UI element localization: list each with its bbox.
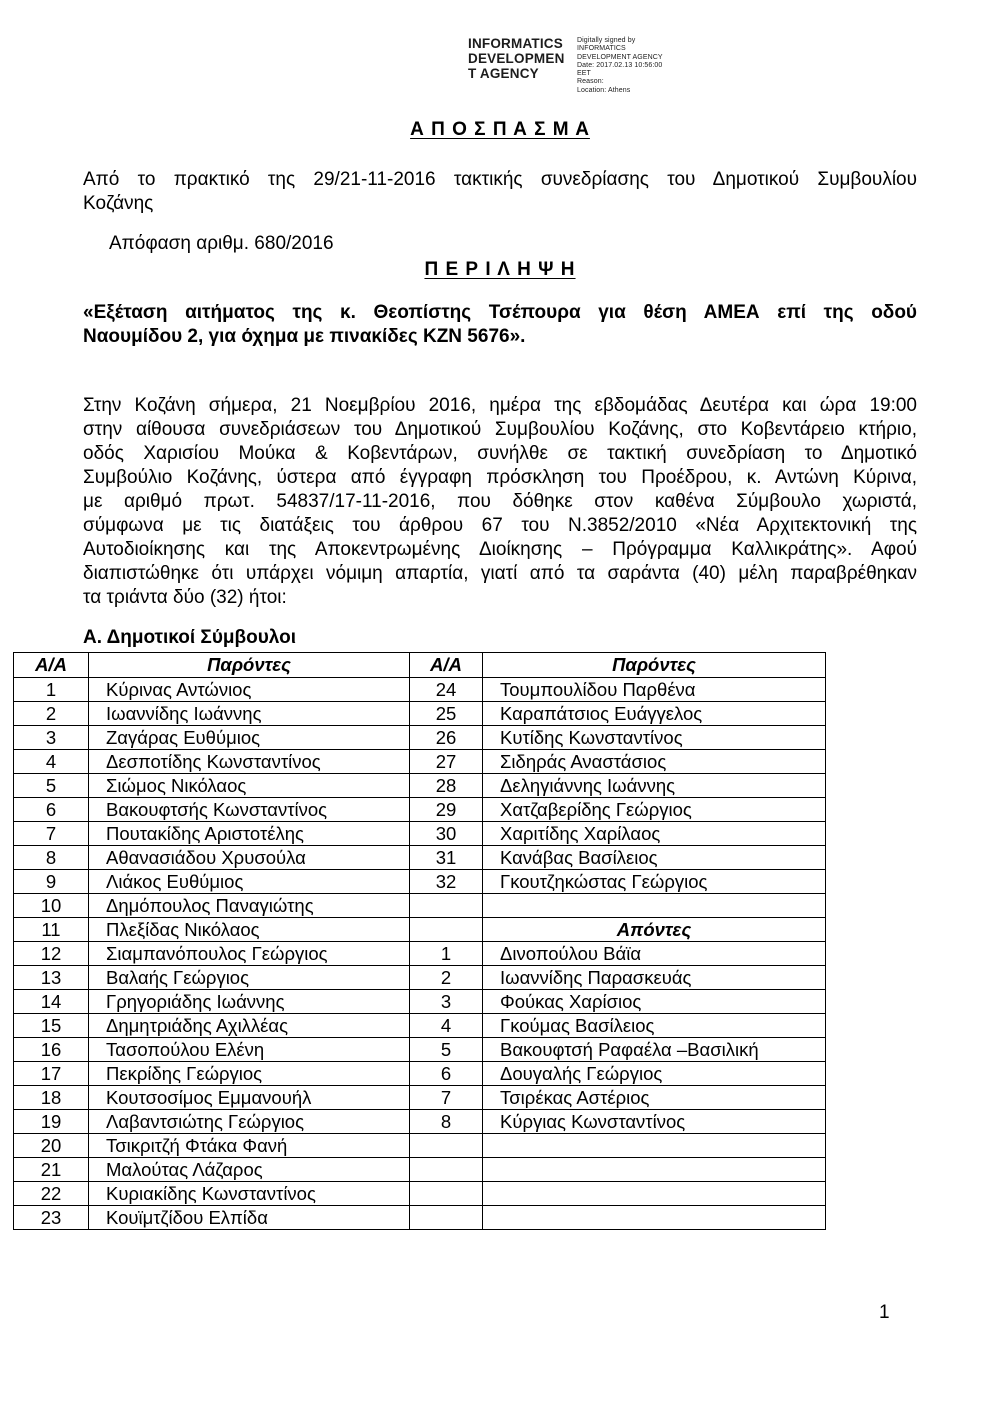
text-line: «Εξέταση αιτήματος της κ. Θεοπίστης Τσέπουρα για θέση ΑΜΕΑ επί της οδού xyxy=(83,302,917,323)
row-number-cell: 8 xyxy=(14,846,89,870)
table-row xyxy=(14,1158,826,1182)
member-name-cell: Δημητριάδης Αχιλλέας xyxy=(89,1014,410,1038)
row-number-cell: 3 xyxy=(14,726,89,750)
council-members-table xyxy=(13,652,826,1230)
table-row xyxy=(14,774,826,798)
row-number-cell: 15 xyxy=(14,1014,89,1038)
text-line: σύμφωνα με τις διατάξεις του άρθρου 67 του Ν.3852/2010 «Νέα Αρχιτεκτονική της xyxy=(83,515,917,536)
table-row xyxy=(14,750,826,774)
row-number-cell: 32 xyxy=(410,870,483,894)
text-line: Στην Κοζάνη σήμερα, 21 Νοεμβρίου 2016, ημέρα της εβδομάδας Δευτέρα και ώρα 19:00 xyxy=(83,395,917,416)
member-name-cell xyxy=(483,1158,826,1182)
table-row xyxy=(14,1086,826,1110)
text-line: Συμβούλιο Κοζάνης, ύστερα από έγγραφη πρόσκληση του Προέδρου, κ. Αντώνη Κύρινα, xyxy=(83,467,917,488)
row-number-cell xyxy=(410,1182,483,1206)
row-number-cell: 1 xyxy=(14,678,89,702)
table-row xyxy=(14,822,826,846)
row-number-cell: 3 xyxy=(410,990,483,1014)
table-row xyxy=(14,798,826,822)
row-number-cell: 4 xyxy=(410,1014,483,1038)
text-line: στην αίθουσα συνεδριάσεων του Δημοτικού Συμβουλίου Κοζάνης, στο Κοβεντάρειο κτήριο, xyxy=(83,419,917,440)
member-name-cell: Βακουφτσή Ραφαέλα –Βασιλική xyxy=(483,1038,826,1062)
absent-section-header-cell: Απόντες xyxy=(483,918,826,942)
row-number-cell: 18 xyxy=(14,1086,89,1110)
row-number-cell: 16 xyxy=(14,1038,89,1062)
text-line: Digitally signed by xyxy=(577,37,636,44)
text-line: με αριθμό πρωτ. 54837/17-11-2016, που δόθηκε στον καθένα Σύμβουλο χωριστά, xyxy=(83,491,917,512)
intro-paragraph xyxy=(83,168,917,216)
row-number-cell xyxy=(410,1134,483,1158)
text-line: Αυτοδιοίκησης και της Αποκεντρωμένης Διοίκησης – Πρόγραμμα Καλλικράτης». Αφού xyxy=(83,539,917,560)
member-name-cell: Πουτακίδης Αριστοτέλης xyxy=(89,822,410,846)
table-row xyxy=(14,678,826,702)
member-name-cell: Γκουτζηκώστας Γεώργιος xyxy=(483,870,826,894)
table-row xyxy=(14,894,826,918)
member-name-cell: Καραπάτσιος Ευάγγελος xyxy=(483,702,826,726)
text-line: T AGENCY xyxy=(468,66,539,81)
text-line: Location: Athens xyxy=(577,86,631,94)
member-name-cell: Τουμπουλίδου Παρθένα xyxy=(483,678,826,702)
text-line: Reason: xyxy=(577,78,604,86)
member-name-cell xyxy=(483,1134,826,1158)
row-number-cell: 24 xyxy=(410,678,483,702)
column-header-present-left: Παρόντες xyxy=(89,653,410,678)
row-number-cell: 28 xyxy=(410,774,483,798)
member-name-cell: Γκούμας Βασίλειος xyxy=(483,1014,826,1038)
member-name-cell: Μαλούτας Λάζαρος xyxy=(89,1158,410,1182)
table-row xyxy=(14,918,826,942)
row-number-cell: 10 xyxy=(14,894,89,918)
table-header-row xyxy=(14,653,826,678)
member-name-cell: Χατζαβερίδης Γεώργιος xyxy=(483,798,826,822)
member-name-cell: Κανάβας Βασίλειος xyxy=(483,846,826,870)
signature-agency-name xyxy=(468,36,568,95)
member-name-cell: Κουτσοσίμος Εμμανουήλ xyxy=(89,1086,410,1110)
row-number-cell: 13 xyxy=(14,966,89,990)
text-line: Από το πρακτικό της 29/21-11-2016 τακτικής συνεδρίασης του Δημοτικού Συμβουλίου xyxy=(83,169,917,190)
member-name-cell: Πλεξίδας Νικόλαος xyxy=(89,918,410,942)
member-name-cell: Δεσποτίδης Κωνσταντίνος xyxy=(89,750,410,774)
table-row xyxy=(14,846,826,870)
column-header-aa-left: Α/Α xyxy=(14,653,89,678)
member-name-cell xyxy=(483,894,826,918)
text-line: Κοζάνης xyxy=(83,193,154,214)
row-number-cell: 2 xyxy=(410,966,483,990)
row-number-cell: 7 xyxy=(410,1086,483,1110)
member-name-cell: Δεληγιάννης Ιωάννης xyxy=(483,774,826,798)
text-line: DEVELOPMEN xyxy=(468,51,565,66)
council-section-heading: Α. Δημοτικοί Σύμβουλοι xyxy=(83,627,296,648)
table-row xyxy=(14,942,826,966)
text-line: INFORMATICS xyxy=(468,36,563,51)
table-row xyxy=(14,1062,826,1086)
body-paragraph xyxy=(83,394,917,610)
row-number-cell: 6 xyxy=(410,1062,483,1086)
member-name-cell: Ιωαννίδης Ιωάννης xyxy=(89,702,410,726)
member-name-cell: Ιωαννίδης Παρασκευάς xyxy=(483,966,826,990)
member-name-cell: Δουγαλής Γεώργιος xyxy=(483,1062,826,1086)
member-name-cell: Βαλαής Γεώργιος xyxy=(89,966,410,990)
member-name-cell: Τασοπούλου Ελένη xyxy=(89,1038,410,1062)
text-line: EET xyxy=(577,70,591,78)
text-line: INFORMATICS xyxy=(577,45,626,53)
member-name-cell: Λιάκος Ευθύμιος xyxy=(89,870,410,894)
row-number-cell: 20 xyxy=(14,1134,89,1158)
table-row xyxy=(14,1110,826,1134)
signature-details xyxy=(577,36,663,95)
row-number-cell: 23 xyxy=(14,1206,89,1230)
member-name-cell: Ζαγάρας Ευθύμιος xyxy=(89,726,410,750)
table-row xyxy=(14,1014,826,1038)
text-line: οδός Χαρισίου Μούκα & Κοβεντάρων, συνήλθε σε τακτική συνεδρίαση το Δημοτικό xyxy=(83,443,917,464)
text-line: DEVELOPMENT AGENCY xyxy=(577,53,663,61)
member-name-cell: Δινοπούλου Βάϊα xyxy=(483,942,826,966)
member-name-cell: Τσιρέκας Αστέριος xyxy=(483,1086,826,1110)
member-name-cell: Γρηγοριάδης Ιωάννης xyxy=(89,990,410,1014)
table-row xyxy=(14,1134,826,1158)
table-row xyxy=(14,1182,826,1206)
row-number-cell: 7 xyxy=(14,822,89,846)
row-number-cell: 11 xyxy=(14,918,89,942)
text-line: τα τριάντα δύο (32) ήτοι: xyxy=(83,587,287,608)
row-number-cell: 6 xyxy=(14,798,89,822)
table-row xyxy=(14,990,826,1014)
member-name-cell: Φούκας Χαρίσιος xyxy=(483,990,826,1014)
member-name-cell xyxy=(483,1182,826,1206)
row-number-cell: 5 xyxy=(14,774,89,798)
row-number-cell: 17 xyxy=(14,1062,89,1086)
row-number-cell xyxy=(410,894,483,918)
row-number-cell: 25 xyxy=(410,702,483,726)
row-number-cell: 31 xyxy=(410,846,483,870)
row-number-cell xyxy=(410,1206,483,1230)
member-name-cell: Σιαμπανόπουλος Γεώργιος xyxy=(89,942,410,966)
table-row xyxy=(14,870,826,894)
member-name-cell xyxy=(483,1206,826,1230)
row-number-cell xyxy=(410,1158,483,1182)
table-row xyxy=(14,1038,826,1062)
member-name-cell: Σιώμος Νικόλαος xyxy=(89,774,410,798)
table-row xyxy=(14,966,826,990)
row-number-cell: 12 xyxy=(14,942,89,966)
summary-heading: Π Ε Ρ Ι Λ Η Ψ Η xyxy=(424,259,576,280)
member-name-cell: Αθανασιάδου Χρυσούλα xyxy=(89,846,410,870)
row-number-cell: 19 xyxy=(14,1110,89,1134)
member-name-cell: Κύρινας Αντώνιος xyxy=(89,678,410,702)
member-name-cell: Τσικριτζή Φτάκα Φανή xyxy=(89,1134,410,1158)
page-number: 1 xyxy=(879,1302,890,1323)
row-number-cell xyxy=(410,918,483,942)
digital-signature-stamp xyxy=(468,36,663,95)
row-number-cell: 29 xyxy=(410,798,483,822)
summary-paragraph xyxy=(83,301,917,349)
column-header-present-right: Παρόντες xyxy=(483,653,826,678)
text-line: Ναουμίδου 2, για όχημα με πινακίδες ΚΖΝ 5676». xyxy=(83,326,526,347)
row-number-cell: 30 xyxy=(410,822,483,846)
row-number-cell: 26 xyxy=(410,726,483,750)
row-number-cell: 22 xyxy=(14,1182,89,1206)
column-header-aa-right: Α/Α xyxy=(410,653,483,678)
document-title: Α Π Ο Σ Π Α Σ Μ Α xyxy=(410,119,590,140)
text-line: διαπιστώθηκε ότι υπάρχει νόμιμη απαρτία, γιατί από τα σαράντα (40) μέλη παραβρέθηκαν xyxy=(83,563,917,584)
member-name-cell: Κύργιας Κωνσταντίνος xyxy=(483,1110,826,1134)
member-name-cell: Βακουφτσής Κωνσταντίνος xyxy=(89,798,410,822)
row-number-cell: 9 xyxy=(14,870,89,894)
row-number-cell: 2 xyxy=(14,702,89,726)
table-row xyxy=(14,1206,826,1230)
row-number-cell: 27 xyxy=(410,750,483,774)
member-name-cell: Λαβαντσιώτης Γεώργιος xyxy=(89,1110,410,1134)
text-line: Date: 2017.02.13 10:56:00 xyxy=(577,61,663,69)
table-row xyxy=(14,702,826,726)
member-name-cell: Χαριτίδης Χαρίλαος xyxy=(483,822,826,846)
row-number-cell: 4 xyxy=(14,750,89,774)
row-number-cell: 21 xyxy=(14,1158,89,1182)
row-number-cell: 5 xyxy=(410,1038,483,1062)
member-name-cell: Κυτίδης Κωνσταντίνος xyxy=(483,726,826,750)
member-name-cell: Πεκρίδης Γεώργιος xyxy=(89,1062,410,1086)
row-number-cell: 1 xyxy=(410,942,483,966)
member-name-cell: Δημόπουλος Παναγιώτης xyxy=(89,894,410,918)
member-name-cell: Κουϊμτζίδου Ελπίδα xyxy=(89,1206,410,1230)
row-number-cell: 14 xyxy=(14,990,89,1014)
member-name-cell: Κυριακίδης Κωνσταντίνος xyxy=(89,1182,410,1206)
row-number-cell: 8 xyxy=(410,1110,483,1134)
member-name-cell: Σιδηράς Αναστάσιος xyxy=(483,750,826,774)
decision-number: Απόφαση αριθμ. 680/2016 xyxy=(109,233,334,254)
table-row xyxy=(14,726,826,750)
